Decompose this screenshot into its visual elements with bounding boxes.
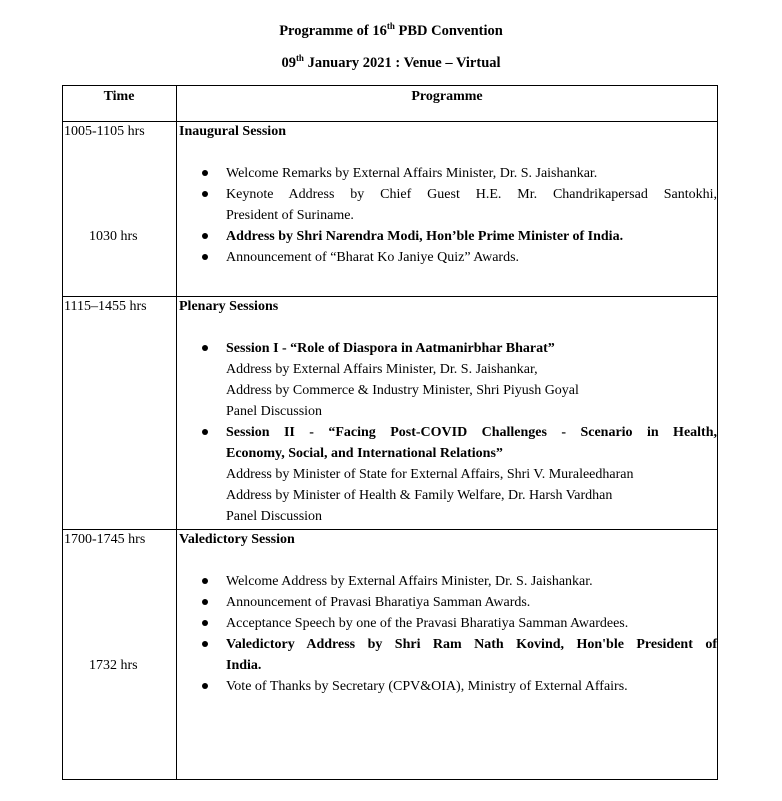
session-title: Inaugural Session [179,124,286,139]
time-cell-sub: 1732 hrs [89,658,138,673]
bullet-icon [202,641,208,647]
list-item-continuation: Economy, Social, and International Relations” [226,446,503,461]
row-divider [62,121,718,122]
column-divider [176,85,177,780]
bullet-icon [202,254,208,260]
list-item: Valedictory Address by Shri Ram Nath Kovind, Hon'ble President of [226,637,717,652]
list-item: Keynote Address by Chief Guest H.E. Mr. Chandrikapersad Santokhi, [226,187,717,202]
time-cell: 1005-1105 hrs [64,124,145,139]
list-item-line: Panel Discussion [226,509,323,524]
list-item: Acceptance Speech by one of the Pravasi Bharatiya Samman Awardees. [226,616,629,631]
time-cell: 1700-1745 hrs [64,532,146,547]
list-item-line: Address by Commerce & Industry Minister, Shri Piyush Goyal [226,383,579,398]
bullet-icon [202,578,208,584]
bullet-icon [202,429,208,435]
document-title: Programme of 16th PBD Convention [279,21,503,39]
session-title: Valedictory Session [179,532,295,547]
list-item-continuation: India. [226,658,262,673]
list-item: Announcement of “Bharat Ko Janiye Quiz” Awards. [226,250,520,265]
row-divider [62,529,718,530]
session-title: Plenary Sessions [179,299,279,314]
time-cell: 1115–1455 hrs [64,299,147,314]
programme-column-header: Programme [411,89,483,104]
bullet-icon [202,620,208,626]
time-column-header: Time [103,89,135,104]
list-item-continuation: President of Suriname. [226,208,354,223]
list-item: Address by Shri Narendra Modi, Hon’ble Prime Minister of India. [226,229,624,244]
list-item: Welcome Remarks by External Affairs Minister, Dr. S. Jaishankar. [226,166,598,181]
bullet-icon [202,233,208,239]
bullet-icon [202,170,208,176]
list-item-line: Address by Minister of State for External Affairs, Shri V. Muraleedharan [226,467,634,482]
document-subtitle: 09th January 2021 : Venue – Virtual [281,53,501,71]
list-item: Announcement of Pravasi Bharatiya Samman Awards. [226,595,531,610]
bullet-icon [202,599,208,605]
bullet-icon [202,345,208,351]
list-item-line: Address by External Affairs Minister, Dr. S. Jaishankar, [226,362,538,377]
list-item-line: Panel Discussion [226,404,323,419]
bullet-icon [202,191,208,197]
list-item: Vote of Thanks by Secretary (CPV&OIA), Ministry of External Affairs. [226,679,628,694]
list-item-line: Address by Minister of Health & Family Welfare, Dr. Harsh Vardhan [226,488,613,503]
bullet-icon [202,683,208,689]
list-item: Welcome Address by External Affairs Minister, Dr. S. Jaishankar. [226,574,593,589]
time-cell-sub: 1030 hrs [89,229,138,244]
list-item: Session II - “Facing Post-COVID Challenges - Scenario in Health, [226,425,717,440]
row-divider [62,296,718,297]
list-item: Session I - “Role of Diaspora in Aatmanirbhar Bharat” [226,341,555,356]
